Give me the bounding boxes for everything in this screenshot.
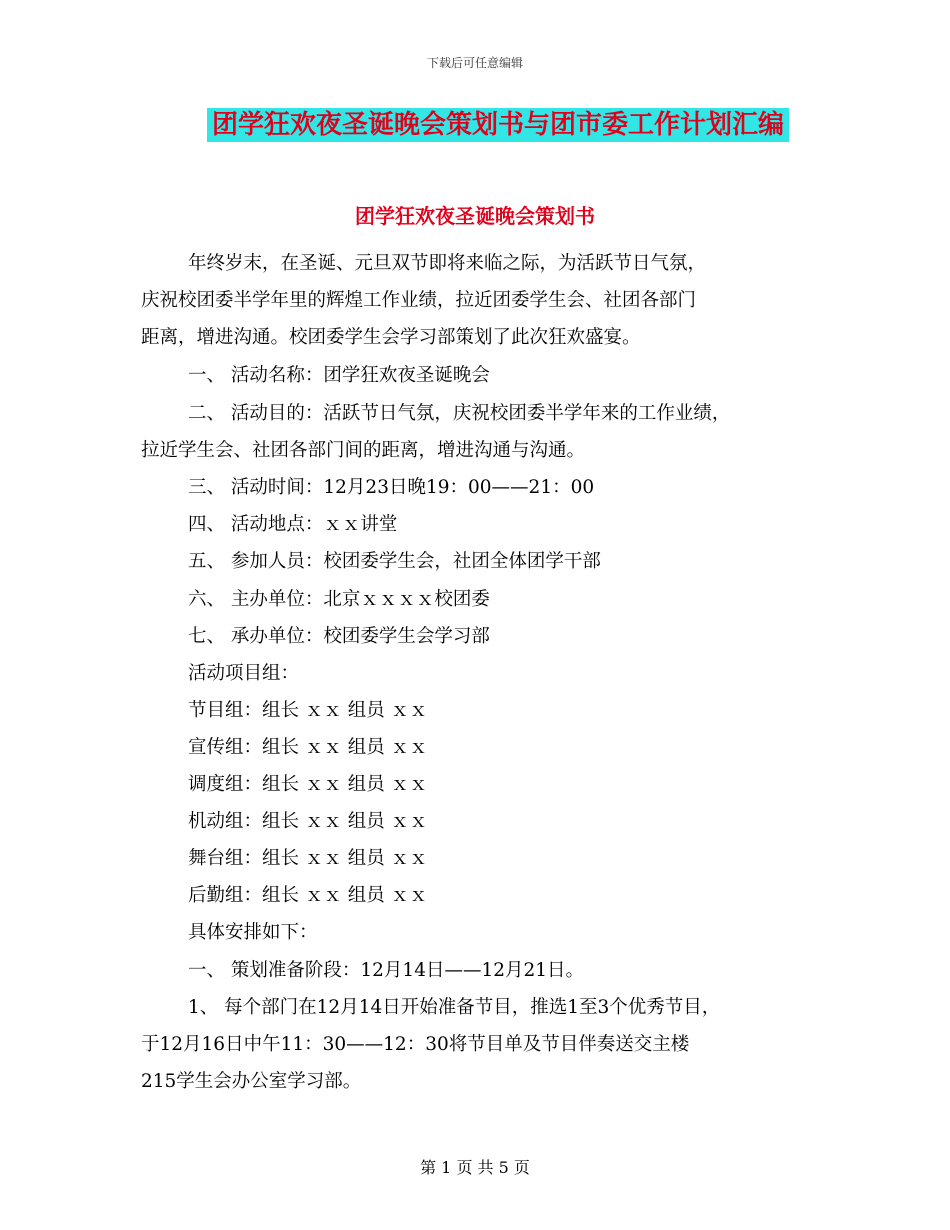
body-line: 后勤组：组长 ｘｘ 组员 ｘｘ [188,885,428,906]
body-line: 调度组：组长 ｘｘ 组员 ｘｘ [188,774,428,795]
body-line: 年终岁末，在圣诞、元旦双节即将来临之际，为活跃节日气氛， [188,253,707,274]
body-line: 1、 每个部门在12月14日开始准备节目，推选1至3个优秀节目， [188,997,721,1018]
body-line: 于12月16日中午11：30——12：30将节目单及节目伴奏送交主楼 [141,1034,690,1055]
main-title: 团学狂欢夜圣诞晚会策划书与团市委工作计划汇编 [207,108,789,142]
header-note: 下载后可任意编辑 [426,56,523,70]
body-line: 一、 活动名称：团学狂欢夜圣诞晚会 [188,365,490,386]
body-line: 七、 承办单位：校团委学生会学习部 [188,626,490,647]
body-line: 舞台组：组长 ｘｘ 组员 ｘｘ [188,848,428,869]
page-footer: 第 1 页 共 5 页 [420,1158,530,1177]
body-line: 六、 主办单位：北京ｘｘｘｘ校团委 [188,589,490,610]
body-line: 机动组：组长 ｘｘ 组员 ｘｘ [188,811,428,832]
body-line: 一、 策划准备阶段：12月14日——12月21日。 [188,960,585,981]
body-line: 215学生会办公室学习部。 [141,1071,362,1092]
body-line: 五、 参加人员：校团委学生会，社团全体团学干部 [188,551,601,572]
body-line: 庆祝校团委半学年里的辉煌工作业绩，拉近团委学生会、社团各部门 [141,290,697,311]
body-line: 距离，增进沟通。校团委学生会学习部策划了此次狂欢盛宴。 [141,327,641,348]
body-line: 四、 活动地点：ｘｘ讲堂 [188,514,398,535]
body-line: 三、 活动时间：12月23日晚19：00——21：00 [188,477,595,498]
body-line: 二、 活动目的：活跃节日气氛，庆祝校团委半学年来的工作业绩， [188,403,731,424]
body-line: 宣传组：组长 ｘｘ 组员 ｘｘ [188,737,428,758]
body-line: 活动项目组： [188,663,300,684]
sub-title: 团学狂欢夜圣诞晚会策划书 [355,204,595,228]
body-line: 节目组：组长 ｘｘ 组员 ｘｘ [188,700,428,721]
body-line: 具体安排如下： [188,922,318,943]
body-line: 拉近学生会、社团各部门间的距离，增进沟通与沟通。 [141,440,586,461]
